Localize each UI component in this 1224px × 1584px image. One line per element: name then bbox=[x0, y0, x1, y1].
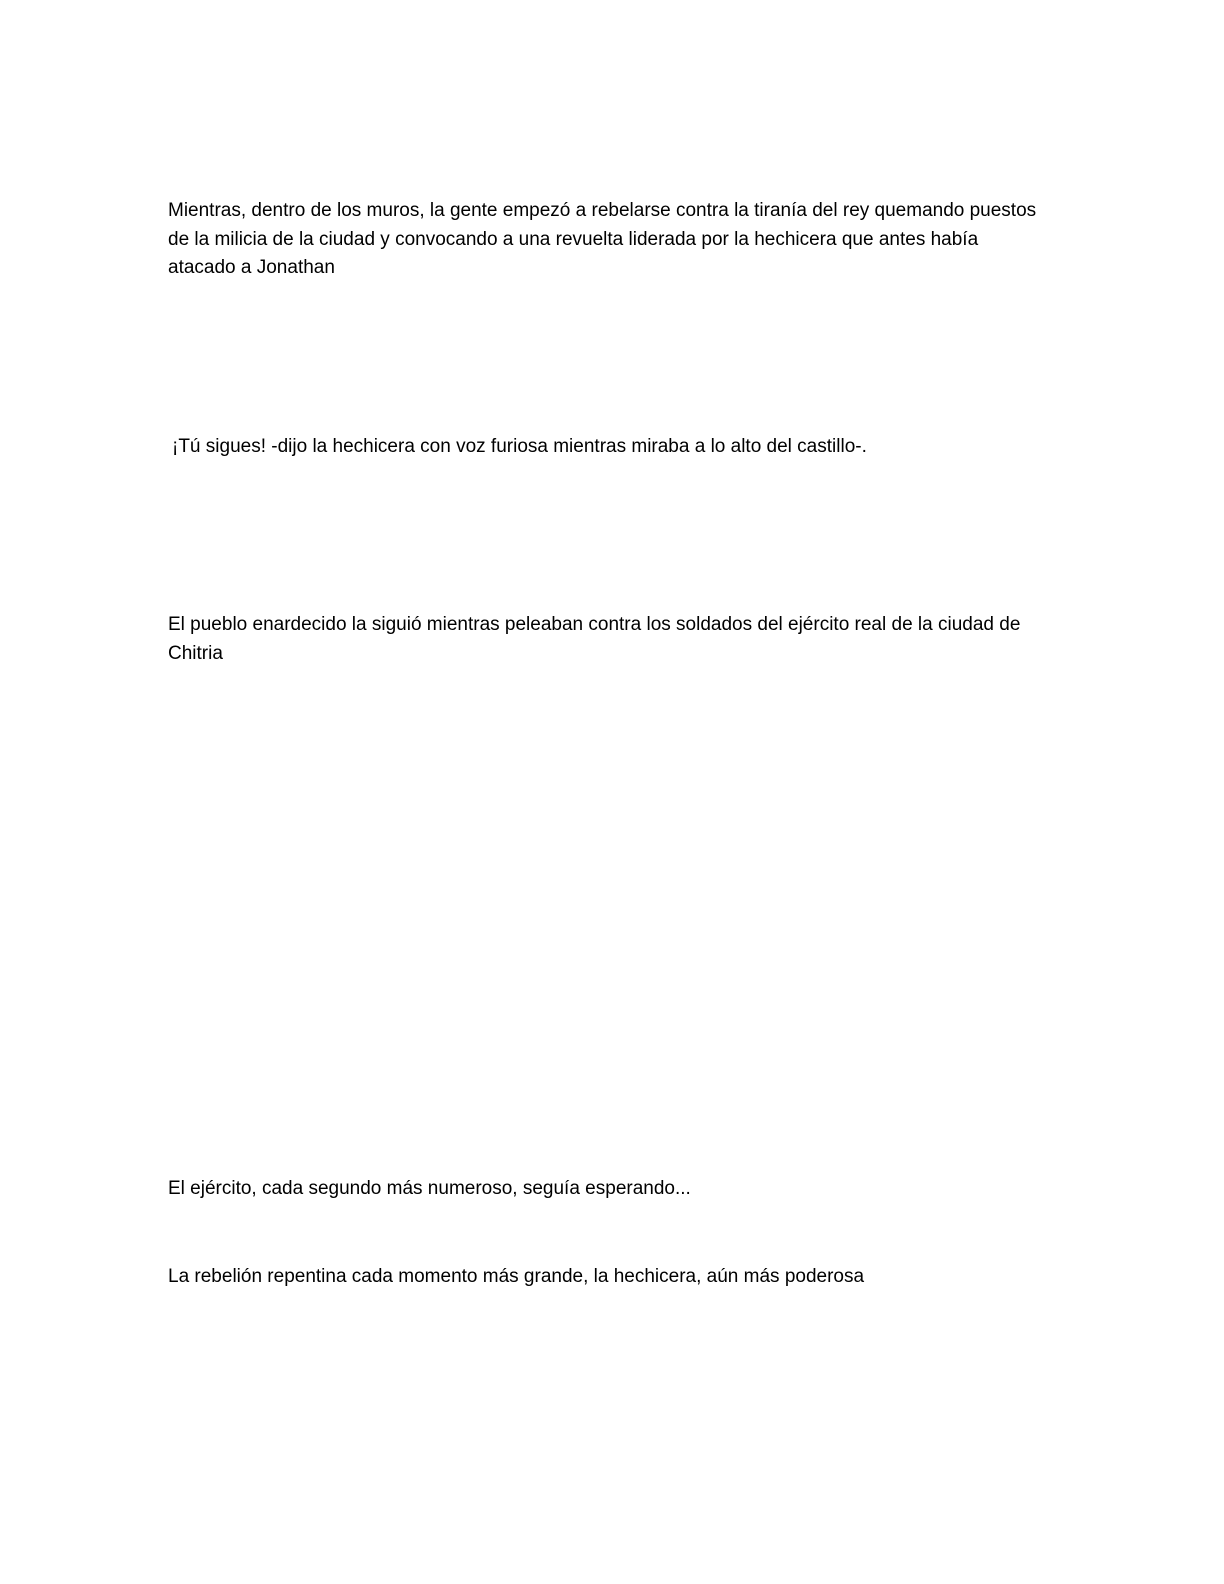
paragraph-dialogo-hechicera: ¡Tú sigues! -dijo la hechicera con voz furiosa mientras miraba a lo alto del castillo-. bbox=[172, 436, 867, 457]
paragraph-ejercito: El ejército, cada segundo más numeroso, seguía esperando... bbox=[168, 1178, 691, 1199]
paragraph-rebelion: La rebelión repentina cada momento más grande, la hechicera, aún más poderosa bbox=[168, 1266, 865, 1287]
paragraph-revuelta: Mientras, dentro de los muros, la gente empezó a rebelarse contra la tiranía del rey quemando puestos de la milicia de la ciudad y convocando a una revuelta liderada por la hechicera que antes había atacado a Jonathan bbox=[168, 200, 1037, 278]
paragraph-pueblo: El pueblo enardecido la siguió mientras peleaban contra los soldados del ejército real de la ciudad de Chitria bbox=[168, 614, 1021, 664]
